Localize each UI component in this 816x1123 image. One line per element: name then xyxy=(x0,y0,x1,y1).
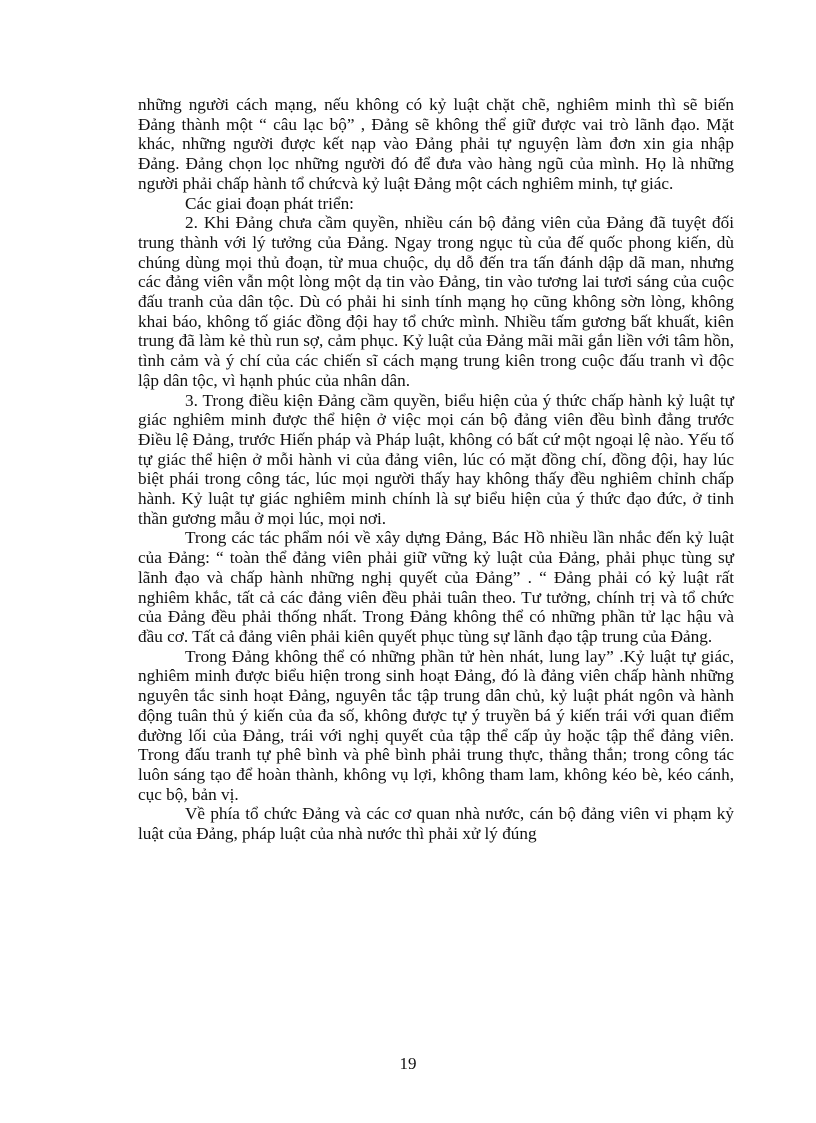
document-page xyxy=(138,95,734,1035)
paragraph-organization: Về phía tổ chức Đảng và các cơ quan nhà nước, cán bộ đảng viên vi phạm kỷ luật của Đảng, pháp luật của nhà nước thì phải xử lý đúng xyxy=(138,804,734,844)
paragraph-stages-heading: Các giai đoạn phát triển: xyxy=(185,193,354,213)
paragraph-point-2: 2. Khi Đảng chưa cầm quyền, nhiều cán bộ đảng viên của Đảng đã tuyệt đối trung thành với lý tưởng của Đảng. Ngay trong ngục tù của đế quốc phong kiến, dù chúng dùng mọi thủ đoạn, từ mua chuộc, dụ dỗ đến tra tấn đánh dập dã man, nhưng các đảng viên vẫn một lòng một dạ tin vào Đảng, tin vào tương lai tươi sáng của cuộc đấu tranh của dân tộc. Dù có phải hi sinh tính mạng họ cũng không sờn lòng, không khai báo, không tố giác đồng đội hay tổ chức mình. Nhiều tấm gương bất khuất, kiên trung đã làm kẻ thù run sợ, cảm phục. Kỷ luật của Đảng mãi mãi gắn liền với tâm hồn, tình cảm và ý chí của các chiến sĩ cách mạng trung kiên trong cuộc đấu tranh vì độc lập dân tộc, vì hạnh phúc của nhân dân. xyxy=(138,213,734,390)
paragraph-intro: những người cách mạng, nếu không có kỷ luật chặt chẽ, nghiêm minh thì sẽ biến Đảng thành một “ câu lạc bộ” , Đảng sẽ không thể giữ được vai trò lãnh đạo. Mặt khác, những người được kết nạp vào Đảng phải tự nguyện làm đơn xin gia nhập Đảng. Đảng chọn lọc những người đó để đưa vào hàng ngũ của mình. Họ là những người phải chấp hành tổ chứcvà kỷ luật Đảng một cách nghiêm minh, tự giác. xyxy=(138,95,734,193)
paragraph-point-3: 3. Trong điều kiện Đảng cầm quyền, biểu hiện của ý thức chấp hành kỷ luật tự giác nghiêm minh được thể hiện ở việc mọi cán bộ đảng viên đều bình đẳng trước Điều lệ Đảng, trước Hiến pháp và Pháp luật, không có bất cứ một ngoại lệ nào. Yếu tố tự giác thể hiện ở mỗi hành vi của đảng viên, lúc có mặt đồng chí, đồng đội, hay lúc biệt phái trong công tác, lúc mọi người thấy hay không thấy đều nghiêm chỉnh chấp hành. Kỷ luật tự giác nghiêm minh chính là sự biểu hiện của ý thức đạo đức, ở tinh thần gương mẫu ở mọi lúc, mọi nơi. xyxy=(138,390,734,528)
paragraph-uncle-ho-quote: Trong các tác phẩm nói về xây dựng Đảng, Bác Hồ nhiều lần nhắc đến kỷ luật của Đảng: “ toàn thể đảng viên phải giữ vững kỷ luật của Đảng, phải phục tùng sự lãnh đạo và chấp hành những nghị quyết của Đảng” . “ Đảng phải có kỷ luật rất nghiêm khắc, tất cả các đảng viên đều phải tuân theo. Tư tưởng, chính trị và tổ chức của Đảng đều phải thống nhất. Trong Đảng không thể có những phần tử lạc hậu và đầu cơ. Tất cả đảng viên phải kiên quyết phục tùng sự lãnh đạo tập trung của Đảng. xyxy=(138,528,734,646)
paragraph-party-activities: Trong Đảng không thể có những phần tử hèn nhát, lung lay” .Kỷ luật tự giác, nghiêm minh được biểu hiện trong sinh hoạt Đảng, đó là đảng viên chấp hành những nguyên tắc sinh hoạt Đảng, nguyên tắc tập trung dân chủ, kỷ luật phát ngôn và hành động tuân thủ ý kiến của đa số, không được tự ý truyền bá ý kiến trái với quan điểm đường lối của Đảng, trái với nghị quyết của tập thể cấp ủy hoặc tập thể đảng viên. Trong đấu tranh tự phê bình và phê bình phải trung thực, thẳng thắn; trong công tác luôn sáng tạo để hoàn thành, không vụ lợi, không tham lam, không kéo bè, kéo cánh, cục bộ, bản vị. xyxy=(138,646,734,804)
page-number: 19 xyxy=(399,1054,417,1073)
